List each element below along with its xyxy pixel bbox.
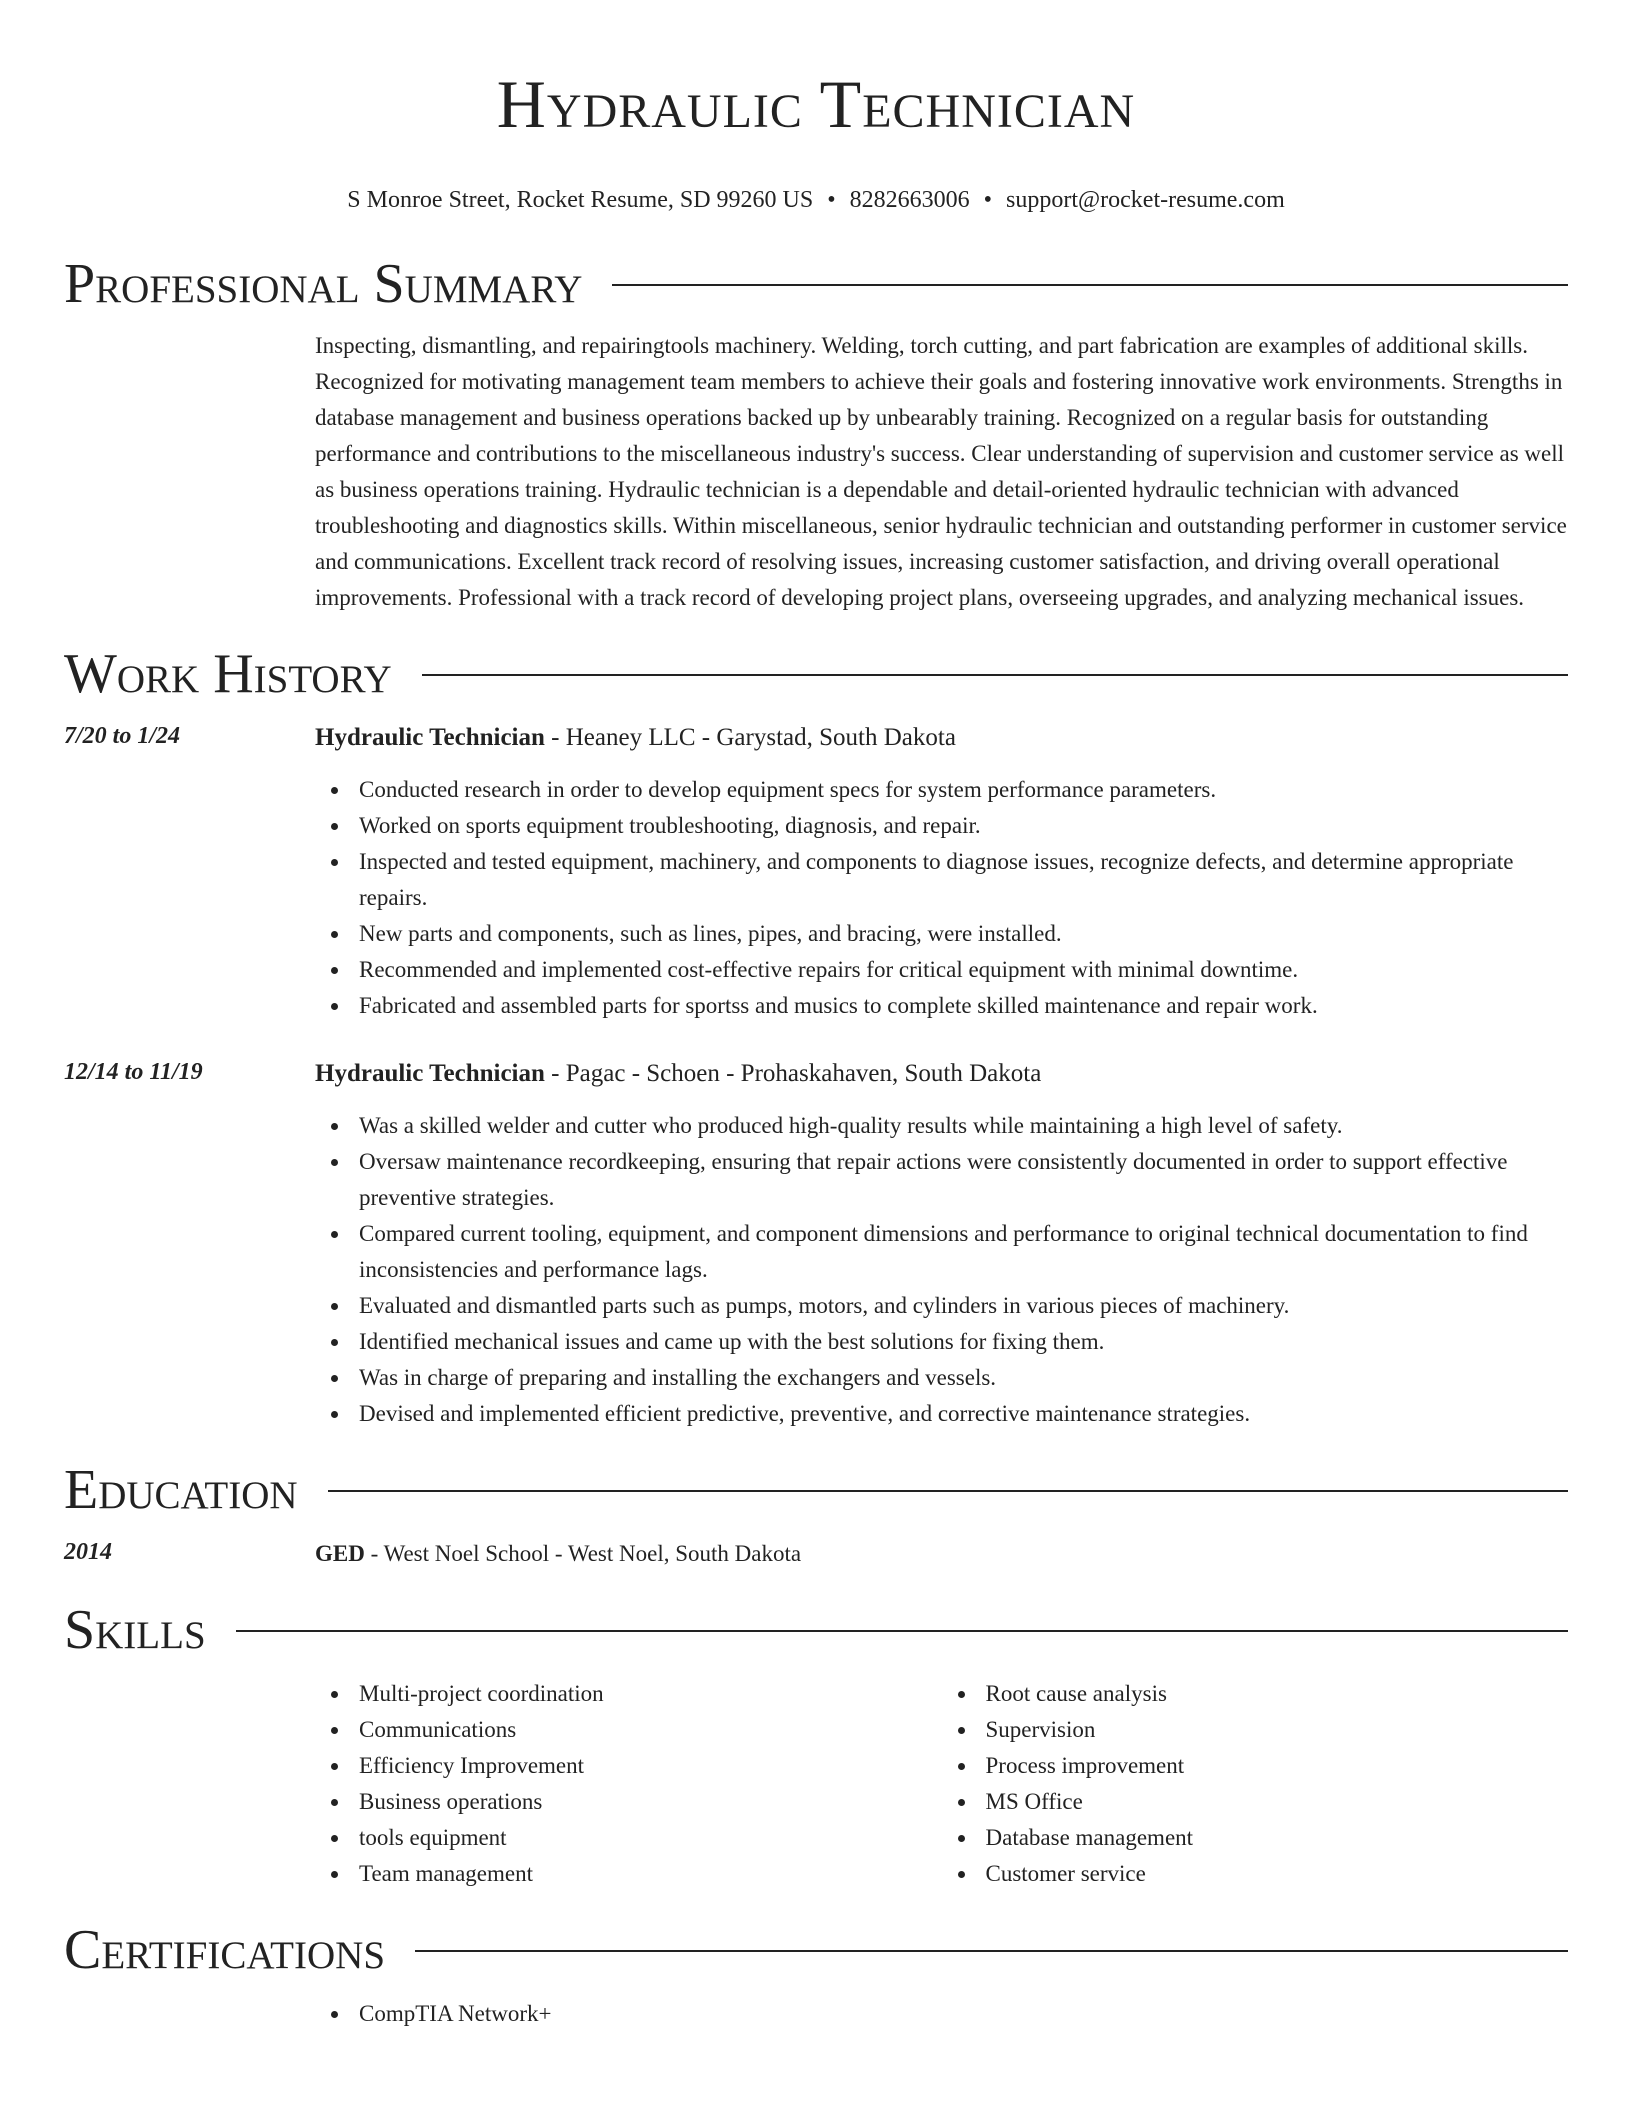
list-item: Was a skilled welder and cutter who produced high-quality results while maintaining a high level of safety. <box>315 1108 1568 1144</box>
section-heading-certifications <box>64 1918 1568 1982</box>
skills-list-right <box>942 1676 1569 1892</box>
list-item: Efficiency Improvement <box>315 1748 942 1784</box>
list-item: Communications <box>315 1712 942 1748</box>
list-item: Was in charge of preparing and installing the exchangers and vessels. <box>315 1360 1568 1396</box>
list-item: Evaluated and dismantled parts such as pumps, motors, and cylinders in various pieces of machinery. <box>315 1288 1568 1324</box>
list-item: Compared current tooling, equipment, and component dimensions and performance to original technical documentation to find inconsistencies and performance lags. <box>315 1216 1568 1288</box>
certifications-row <box>64 1996 1568 2032</box>
contact-line <box>64 184 1568 216</box>
list-item: Business operations <box>315 1784 942 1820</box>
list-item: CompTIA Network+ <box>315 1996 1568 2032</box>
summary-row <box>64 328 1568 616</box>
job-details: - Heaney LLC - Garystad, South Dakota <box>544 724 956 751</box>
skills-row <box>64 1676 1568 1892</box>
job-bullets <box>315 1108 1568 1432</box>
job-details: - Pagac - Schoen - Prohaskahaven, South Dakota <box>544 1060 1042 1087</box>
list-item: Oversaw maintenance recordkeeping, ensuring that repair actions were consistently documented in order to support effective preventive strategies. <box>315 1144 1568 1216</box>
certifications-spacer <box>64 1996 315 2032</box>
job-title: Hydraulic Technician <box>315 1060 545 1087</box>
list-item: Team management <box>315 1856 942 1892</box>
section-title: Skills <box>64 1599 206 1661</box>
resume-page <box>64 0 1568 2112</box>
skills-columns <box>315 1676 1568 1892</box>
phone: 8282663006 <box>849 187 970 213</box>
education-entry <box>64 1536 1568 1572</box>
list-item: Conducted research in order to develop equipment specs for system performance parameters. <box>315 772 1568 808</box>
list-item: New parts and components, such as lines, pipes, and bracing, were installed. <box>315 916 1568 952</box>
section-title: Certifications <box>64 1919 386 1981</box>
education-details: - West Noel School - West Noel, South Dakota <box>364 1541 802 1566</box>
list-item: Root cause analysis <box>942 1676 1569 1712</box>
job-heading <box>315 1056 1568 1092</box>
job-body <box>315 720 1568 1024</box>
resume-name: Hydraulic Technician <box>496 66 1136 142</box>
skills-list-left <box>315 1676 942 1892</box>
section-rule <box>422 674 1568 676</box>
list-item: Supervision <box>942 1712 1569 1748</box>
section-title: Professional Summary <box>64 253 583 315</box>
job-heading <box>315 720 1568 756</box>
summary-text: Inspecting, dismantling, and repairingtools machinery. Welding, torch cutting, and part fabrication are examples of additional skills. Recognized for motivating management team members to achieve their goals and fostering innovative work environments. Strengths in database management and business operations backed up by unbearably training. Recognized on a regular basis for outstanding performance and contributions to the miscellaneous industry's success. Clear understanding of supervision and customer service as well as business operations training. Hydraulic technician is a dependable and detail-oriented hydraulic technician with advanced troubleshooting and diagnostics skills. Within miscellaneous, senior hydraulic technician and outstanding performer in customer service and communications. Excellent track record of resolving issues, increasing customer satisfaction, and driving overall operational improvements. Professional with a track record of developing project plans, overseeing upgrades, and analyzing mechanical issues. <box>315 333 1567 610</box>
job-entry <box>64 1056 1568 1432</box>
job-title: Hydraulic Technician <box>315 724 545 751</box>
job-dates: 12/14 to 11/19 <box>64 1059 203 1085</box>
section-heading-summary <box>64 252 1568 316</box>
education-heading <box>315 1536 1568 1572</box>
list-item: MS Office <box>942 1784 1569 1820</box>
list-item: Customer service <box>942 1856 1569 1892</box>
skills-spacer <box>64 1676 315 1892</box>
section-rule <box>328 1490 1568 1492</box>
job-dates: 7/20 to 1/24 <box>64 723 181 749</box>
section-heading-work-history <box>64 642 1568 706</box>
section-rule <box>612 284 1568 286</box>
list-item: Worked on sports equipment troubleshooting, diagnosis, and repair. <box>315 808 1568 844</box>
section-title: Education <box>64 1459 298 1521</box>
list-item: Fabricated and assembled parts for sportss and musics to complete skilled maintenance and repair work. <box>315 988 1568 1024</box>
certifications-body <box>315 1996 1568 2032</box>
section-rule <box>415 1950 1568 1952</box>
section-heading-education <box>64 1458 1568 1522</box>
list-item: Devised and implemented efficient predictive, preventive, and corrective maintenance strategies. <box>315 1396 1568 1432</box>
email: support@rocket-resume.com <box>1006 187 1285 213</box>
job-body <box>315 1056 1568 1432</box>
certifications-list <box>315 1996 1568 2032</box>
separator: • <box>983 187 993 213</box>
section-title: Work History <box>64 643 392 705</box>
separator: • <box>827 187 836 213</box>
list-item: Recommended and implemented cost-effective repairs for critical equipment with minimal downtime. <box>315 952 1568 988</box>
education-year: 2014 <box>64 1539 112 1565</box>
list-item: Process improvement <box>942 1748 1569 1784</box>
job-entry <box>64 720 1568 1024</box>
list-item: tools equipment <box>315 1820 942 1856</box>
list-item: Database management <box>942 1820 1569 1856</box>
summary-spacer <box>64 328 315 616</box>
job-bullets <box>315 772 1568 1024</box>
section-heading-skills <box>64 1598 1568 1662</box>
list-item: Identified mechanical issues and came up with the best solutions for fixing them. <box>315 1324 1568 1360</box>
list-item: Inspected and tested equipment, machinery, and components to diagnose issues, recognize defects, and determine appropriate repairs. <box>315 844 1568 916</box>
education-degree: GED <box>315 1541 365 1566</box>
section-rule <box>236 1630 1568 1632</box>
list-item: Multi-project coordination <box>315 1676 942 1712</box>
address: S Monroe Street, Rocket Resume, SD 99260 US <box>347 187 814 213</box>
